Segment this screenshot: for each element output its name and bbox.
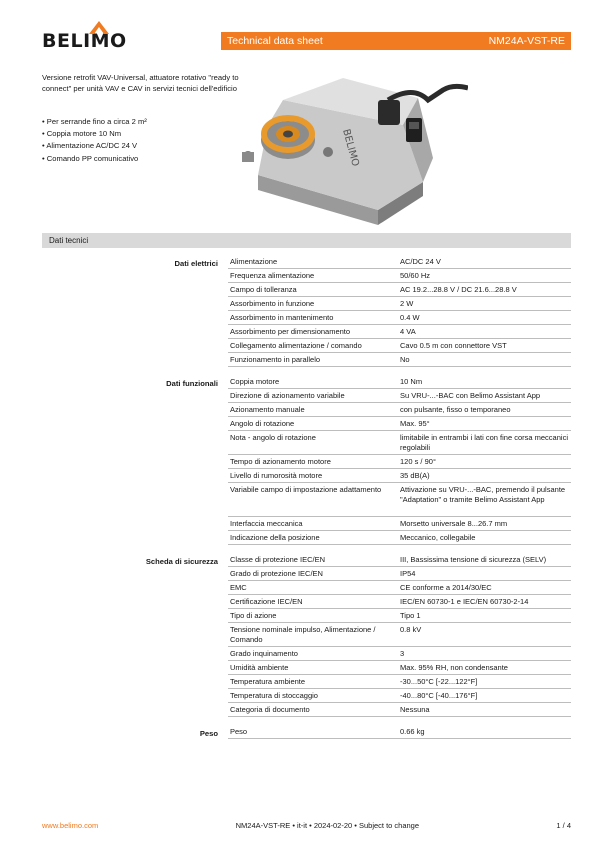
spec-value: Max. 95° [400, 419, 430, 428]
section-title [42, 233, 571, 248]
spec-key: Azionamento manuale [230, 405, 305, 414]
spec-key: Indicazione della posizione [230, 533, 320, 542]
spec-value: limitabile in entrambi i lati con fine corsa meccanici regolabili [400, 433, 568, 452]
spec-row [228, 517, 571, 531]
spec-row [228, 375, 571, 389]
spec-key: Grado di protezione IEC/EN [230, 569, 323, 578]
spec-value: -40...80°C [-40...176°F] [400, 691, 478, 700]
logo-arrow-icon [86, 19, 112, 35]
spec-row [228, 269, 571, 283]
spec-value: Cavo 0.5 m con connettore VST [400, 341, 507, 350]
spec-value: 2 W [400, 299, 414, 308]
spec-row [228, 455, 571, 469]
spec-value: Attivazione su VRU-...-BAC, premendo il pulsante "Adaptation" o tramite Belimo Assistant App [400, 485, 566, 504]
spec-value: No [400, 355, 410, 364]
spec-row [228, 283, 571, 297]
spec-row [228, 609, 571, 623]
footer-meta: NM24A-VST-RE • it-it • 2024-02-20 • Subject to change [235, 821, 420, 830]
spec-row [228, 647, 571, 661]
section-title-label: Dati tecnici [49, 236, 89, 245]
spec-key: Frequenza alimentazione [230, 271, 315, 280]
spec-row [228, 297, 571, 311]
spec-table [0, 255, 600, 747]
feature-list [42, 116, 147, 165]
spec-row [228, 553, 571, 567]
footer-url-link[interactable]: www.belimo.com [42, 821, 99, 830]
spec-value: Morsetto universale 8...26.7 mm [400, 519, 508, 528]
page-number: 1 / 4 [556, 821, 571, 830]
spec-row [228, 595, 571, 609]
belimo-logo [42, 30, 127, 52]
feature-item: • Alimentazione AC/DC 24 V [42, 140, 147, 152]
spec-value: III, Bassissima tensione di sicurezza (SELV) [400, 555, 547, 564]
spec-value: 120 s / 90° [400, 457, 436, 466]
spec-row [228, 567, 571, 581]
spec-key: Tensione nominale impulso, Alimentazione / Comando [230, 625, 376, 644]
spec-key: Direzione di azionamento variabile [230, 391, 345, 400]
spec-value: Nessuna [400, 705, 430, 714]
intro-text: Versione retrofit VAV-Universal, attuatore rotativo "ready to connect" per unità VAV e CAV in servizi tecnici dell'edificio [42, 73, 239, 93]
spec-key: EMC [230, 583, 247, 592]
header-model: NM24A-VST-RE [488, 35, 565, 47]
spec-value: -30...50°C [-22...122°F] [400, 677, 478, 686]
spec-row [228, 725, 571, 739]
spec-key: Assorbimento per dimensionamento [230, 327, 351, 336]
spec-row [228, 353, 571, 367]
spec-group-functional [0, 375, 600, 545]
spec-row [228, 623, 571, 647]
spec-value: 10 Nm [400, 377, 423, 386]
header-bar [221, 32, 571, 50]
spec-key: Classe di protezione IEC/EN [230, 555, 326, 564]
header-title: Technical data sheet [227, 35, 323, 47]
spec-value: 3 [400, 649, 405, 658]
spec-group-safety [0, 553, 600, 717]
spec-value: IEC/EN 60730-1 e IEC/EN 60730-2-14 [400, 597, 529, 606]
spec-key: Interfaccia meccanica [230, 519, 303, 528]
spec-group-electrical [0, 255, 600, 367]
spec-key: Assorbimento in funzione [230, 299, 315, 308]
spec-key: Angolo di rotazione [230, 419, 295, 428]
group-label: Dati elettrici [174, 259, 218, 268]
spec-key: Livello di rumorosità motore [230, 471, 323, 480]
spec-row [228, 255, 571, 269]
spec-key: Tempo di azionamento motore [230, 457, 331, 466]
spec-row [228, 531, 571, 545]
spec-key: Certificazione IEC/EN [230, 597, 303, 606]
spec-key: Temperatura di stoccaggio [230, 691, 318, 700]
spec-row [228, 325, 571, 339]
spec-value: IP54 [400, 569, 416, 578]
spec-row [228, 469, 571, 483]
spec-value: 50/60 Hz [400, 271, 431, 280]
page-footer [42, 821, 571, 830]
spec-row [228, 431, 571, 455]
spec-value: 35 dB(A) [400, 471, 430, 480]
spec-row [228, 689, 571, 703]
spec-key: Campo di tolleranza [230, 285, 297, 294]
spec-key: Grado inquinamento [230, 649, 298, 658]
spec-row [228, 389, 571, 403]
spec-row [228, 675, 571, 689]
spec-value: AC/DC 24 V [400, 257, 441, 266]
spec-key: Coppia motore [230, 377, 280, 386]
spec-value: Max. 95% RH, non condensante [400, 663, 508, 672]
spec-key: Tipo di azione [230, 611, 277, 620]
spec-row [228, 403, 571, 417]
spec-row [228, 703, 571, 717]
brand-name: BELIMO [42, 30, 127, 52]
spec-key: Assorbimento in mantenimento [230, 313, 334, 322]
spec-value: Su VRU-...-BAC con Belimo Assistant App [400, 391, 541, 400]
svg-text:BELIMO: BELIMO [340, 127, 361, 168]
spec-value: 0.8 kV [400, 625, 422, 634]
spec-value: AC 19.2...28.8 V / DC 21.6...28.8 V [400, 285, 517, 294]
spec-value: CE conforme a 2014/30/EC [400, 583, 492, 592]
spec-row [228, 417, 571, 431]
spec-key: Nota - angolo di rotazione [230, 433, 316, 442]
feature-item: • Coppia motore 10 Nm [42, 128, 147, 140]
spec-row [228, 483, 571, 517]
spec-key: Umidità ambiente [230, 663, 289, 672]
actuator-product-image [228, 70, 468, 230]
group-label: Scheda di sicurezza [145, 557, 218, 566]
spec-key: Alimentazione [230, 257, 278, 266]
feature-item: • Comando PP comunicativo [42, 153, 147, 165]
spec-key: Categoria di documento [230, 705, 310, 714]
spec-row [228, 581, 571, 595]
spec-value: Meccanico, collegabile [400, 533, 476, 542]
spec-value: 0.66 kg [400, 727, 425, 736]
spec-key: Peso [230, 727, 248, 736]
spec-row [228, 311, 571, 325]
spec-value: Tipo 1 [400, 611, 421, 620]
group-label: Peso [199, 729, 218, 738]
spec-key: Funzionamento in parallelo [230, 355, 321, 364]
spec-value: con pulsante, fisso o temporaneo [400, 405, 511, 414]
spec-key: Collegamento alimentazione / comando [230, 341, 362, 350]
group-label: Dati funzionali [166, 379, 218, 388]
spec-key: Temperatura ambiente [230, 677, 306, 686]
spec-row [228, 339, 571, 353]
feature-item: • Per serrande fino a circa 2 m² [42, 116, 147, 128]
spec-value: 0.4 W [400, 313, 420, 322]
spec-value: 4 VA [400, 327, 416, 336]
spec-row [228, 661, 571, 675]
spec-key: Variabile campo di impostazione adattamento [230, 485, 382, 494]
spec-group-weight [0, 725, 600, 739]
